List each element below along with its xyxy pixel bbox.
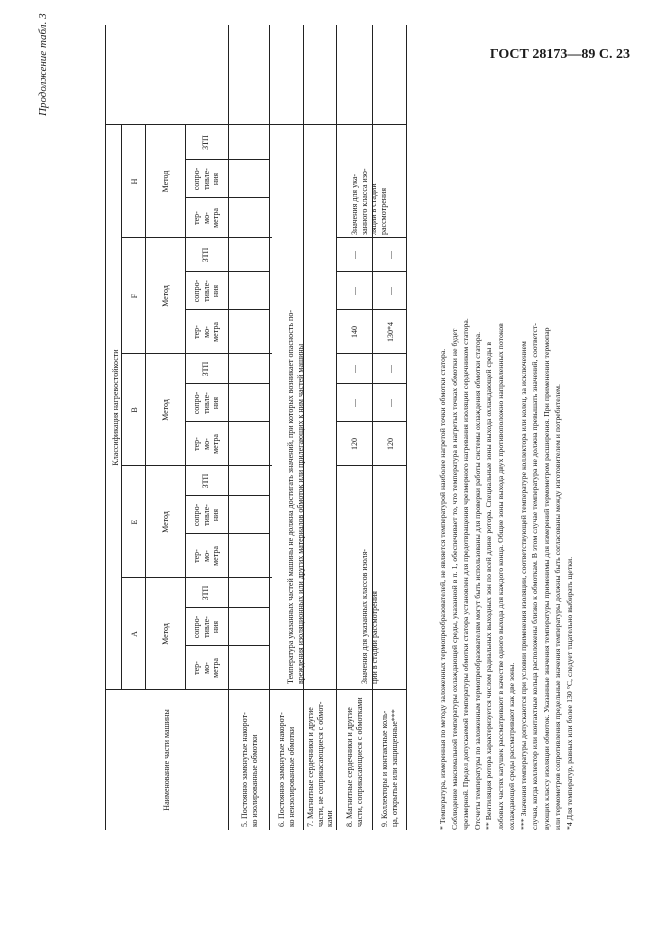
- footnote-line: *4 Для температур, равных или более 130 °С, следует тщательно выбирать щетки.: [564, 556, 574, 830]
- row9-B-resistance: —: [386, 399, 395, 407]
- col-FH-lower-line: [336, 237, 406, 238]
- merged-cell-rows-5-7: Температура указанных частей машины не должна достигать значений, при которых возникает опасность по- вреждения изоляционных или других материалов обмоток или прилегающих к ним частей машины: [286, 309, 305, 684]
- sub-resistance-A: сопро- тивле- ния: [192, 615, 220, 639]
- footnote-line: лобовых частях катушек рассматривают в качестве одного выхода для каждого конца. Общие зоны выхода двух противоположно направленных потоков: [495, 323, 505, 830]
- table-row-name-6: 6. Постоянно замкнутые накорот- ко неизолированные обмотки: [277, 712, 296, 827]
- table-row-name-5: 5. Постоянно замкнутые накорот- ко изолированные обмотки: [240, 712, 259, 827]
- row8-B-thermometer: 120: [350, 438, 359, 450]
- sub-thermometer-H: тер- мо- метра: [192, 208, 220, 228]
- sub-resistance-F: сопро- тивле- ния: [192, 279, 220, 303]
- sub-thermometer-F: тер- мо- метра: [192, 322, 220, 342]
- row9-bottom-line: [406, 25, 407, 830]
- sub-resistance-E: сопро- тивле- ния: [192, 503, 220, 527]
- footnote-line: *** Значения температуры допускаются при условии применения изоляции, соответствующей температуре коллектора или колец, за исключением: [518, 341, 528, 830]
- sub-resistance-B: сопро- тивле- ния: [192, 391, 220, 415]
- classification-header: Классификация нагревостойкости: [111, 349, 120, 466]
- table-right-border: [105, 124, 407, 125]
- method-F: Метод: [161, 285, 170, 307]
- footnote-line: охлаждающей среды рассматривают как две зоны.: [507, 662, 516, 830]
- sub-ztp-A: ЗТП: [201, 585, 210, 601]
- sub-ztp-B: ЗТП: [201, 361, 210, 377]
- table-row-name-9: 9. Коллекторы и контактные коль- ца, открытые или защищенные***: [380, 709, 399, 827]
- sub-ztp-E: ЗТП: [201, 473, 210, 489]
- method-E: Метод: [161, 511, 170, 533]
- row5-bottom-line: [269, 25, 270, 830]
- row8-B-ztp: —: [350, 365, 359, 373]
- F-lower-sub-line-1: [336, 309, 406, 310]
- page-title: ГОСТ 28173—89 С. 23: [489, 47, 630, 62]
- footnote-line: ** Вентиляция ротора характеризуется числом радиальных выходных зон по всей длине ротора. Специальные зоны выхода охлаждающей среды в: [484, 341, 493, 830]
- row9-B-thermometer: 120: [386, 438, 395, 450]
- footnote-line: вующих классу изоляции обмоток. Указанные значения температуры применимы для измерений термометром расширения. При применении термопар: [541, 327, 551, 830]
- sub-thermometer-A: тер- мо- метра: [192, 658, 220, 678]
- footnote-line: Отсчеты температуры по заложенным термопреобразователям могут быть использованы для проверки работы системы охлаждения обмотки статора.: [472, 331, 482, 830]
- sub-ztp-F: ЗТП: [201, 247, 210, 263]
- table-row-name-7: 7. Магнитные сердечники и другие части, не соприкасающиеся с обмот- ками: [306, 701, 334, 827]
- merged-cell-rows-8-9-H: Значения для ука- занного класса изо- ляции в стадии рассмотрения: [350, 168, 388, 235]
- row9-B-ztp: —: [386, 365, 395, 373]
- footnote-line: чрезмерной. Предел допускаемой температуры обмотки статора установлен для предотвращения чрезмерного нагревания изоляции сердечником статора.: [461, 318, 470, 830]
- class-letter-line: [145, 125, 146, 690]
- sub-resistance-H: сопро- тивле- ния: [192, 167, 220, 191]
- F-lower-sub-line-2: [336, 271, 406, 272]
- class-H: H: [130, 178, 139, 185]
- continuation-label: Продолжение табл. 3: [37, 13, 49, 116]
- row8-F-thermometer: 140: [350, 326, 359, 338]
- method-H: Метод: [161, 170, 170, 193]
- row8-F-ztp: —: [350, 251, 359, 259]
- sub-thermometer-E: тер- мо- метра: [192, 546, 220, 566]
- row9-F-ztp: —: [386, 251, 395, 259]
- method-B: Метод: [161, 399, 170, 421]
- table-top-border: [105, 25, 106, 830]
- class-B: B: [130, 407, 139, 413]
- class-F: F: [130, 293, 139, 299]
- footnote-line: или термометров сопротивления предельные значения температуры должны быть согласованы между изготовителем и потребителем.: [553, 384, 562, 830]
- sub-thermometer-B: тер- мо- метра: [192, 434, 220, 454]
- sub-ztp-H: ЗТП: [201, 135, 210, 150]
- footnotes-block: [437, 70, 575, 830]
- classification-line: [121, 125, 122, 690]
- row8-B-resistance: —: [350, 399, 359, 407]
- footnote-line: * Температура, измеренная по методу заложенных термопреобразователей, не является температурой наиболее нагретой точки обмотки статора.: [438, 348, 447, 830]
- B-lower-sub-line-2: [336, 383, 406, 384]
- class-A: A: [130, 631, 139, 637]
- row8-F-resistance: —: [350, 287, 359, 295]
- merged-cell-rows-8-9-AE: Значения для указанных классов изоля- ции в стадии рассмотрения: [360, 549, 379, 684]
- B-lower-sub-line-1: [336, 421, 406, 422]
- table-row-name-8: 8. Магнитные сердечники и другие части, соприкасающиеся с обмотками: [345, 697, 364, 827]
- class-E: E: [130, 519, 139, 525]
- method-line: [185, 125, 186, 690]
- row9-F-resistance: —: [386, 287, 395, 295]
- footnote-line: Соблюдение максимальной температуры охлаждающей среды, указанной в п. 1, обеспечивает то, что температура в нагретых точках обмотки не будет: [449, 328, 459, 830]
- method-A: Метод: [161, 623, 170, 645]
- table-header-bottom-line: [228, 25, 229, 830]
- footnote-line: случая, когда коллектор или контактные кольца расположены близко к обмоткам. В этом случае температура не должна превышать значений, соответст-: [530, 322, 539, 830]
- row7-bottom-line: [336, 25, 337, 830]
- column-name-header: Наименование части машины: [162, 709, 171, 811]
- col-BF-lower-line: [336, 353, 406, 354]
- col-EB-lower-line: [336, 465, 406, 466]
- name-column-line: [105, 689, 407, 690]
- row9-F-thermometer: 130*4: [386, 322, 395, 342]
